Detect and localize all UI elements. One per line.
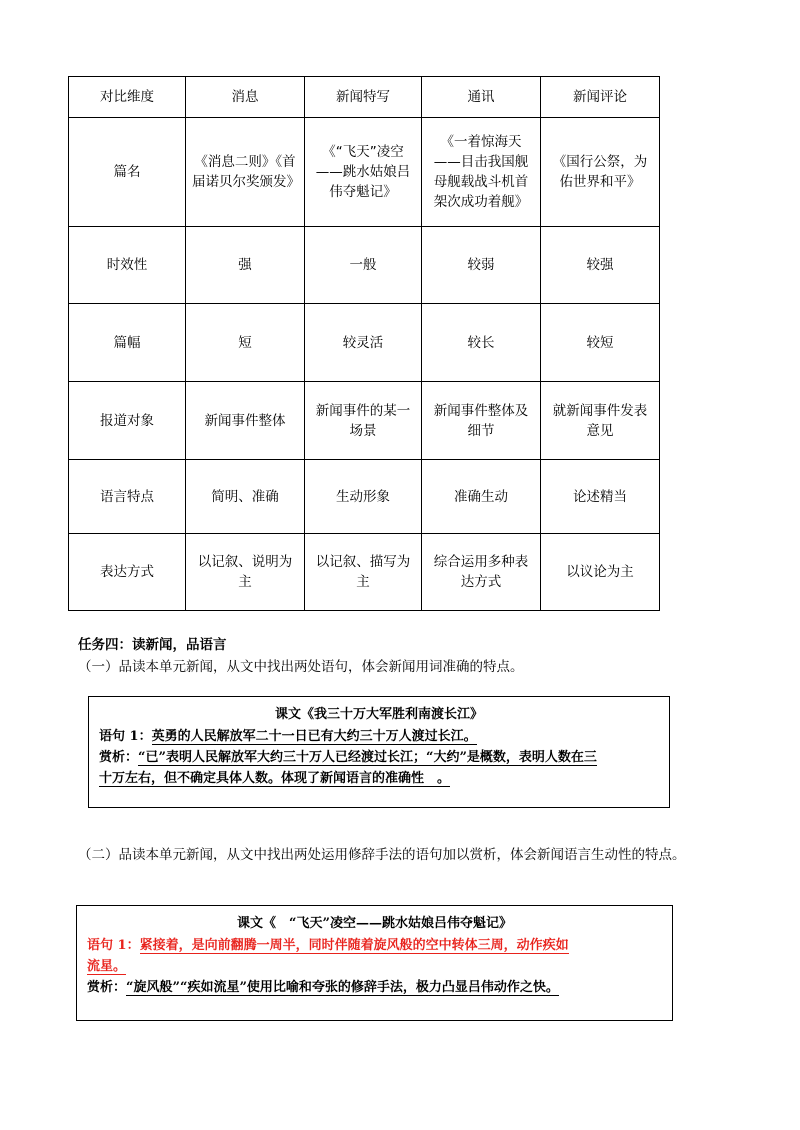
row-label: 篇名: [69, 118, 186, 227]
table-cell: 准确生动: [422, 460, 541, 534]
task-part-2-instruction: （二）品读本单元新闻，从文中找出两处运用修辞手法的语句加以赏析，体会新闻语言生动性的特点。: [78, 847, 686, 863]
sentence-text: 紧接着，是向前翻腾一周半，同时伴随着旋风般的空中转体三周，动作疾如: [139, 938, 569, 953]
table-header-row: [69, 77, 660, 118]
analysis-line-continued: [99, 768, 659, 789]
analysis-text: 十万左右，但不确定具体人数。体现了新闻语言的准确性 。: [99, 771, 451, 786]
header-cell: 通讯: [422, 77, 541, 118]
analysis-label: 赏析：: [99, 750, 139, 765]
table-cell: 以记叙、说明为主: [186, 534, 305, 611]
table-cell: 较强: [541, 227, 660, 304]
row-label: 篇幅: [69, 304, 186, 382]
row-label: 时效性: [69, 227, 186, 304]
table-row: [69, 382, 660, 460]
table-cell: 简明、准确: [186, 460, 305, 534]
table-cell: 新闻事件整体及细节: [422, 382, 541, 460]
table-cell: 综合运用多种表达方式: [422, 534, 541, 611]
table-cell: 较弱: [422, 227, 541, 304]
table-cell: 生动形象: [305, 460, 422, 534]
table-cell: 较灵活: [305, 304, 422, 382]
table-row: [69, 460, 660, 534]
analysis-text: “已”表明人民解放军大约三十万人已经渡过长江；“大约”是概数，表明人数在三: [138, 750, 597, 765]
table-cell: 《一着惊海天——目击我国舰母舰载战斗机首架次成功着舰》: [422, 118, 541, 227]
sentence-line: [87, 935, 662, 956]
analysis-line: [87, 977, 662, 998]
row-label: 报道对象: [69, 382, 186, 460]
sentence-text: 流星。: [87, 959, 127, 974]
table-cell: 《消息二则》《首届诺贝尔奖颁发》: [186, 118, 305, 227]
table-cell: 以记叙、描写为主: [305, 534, 422, 611]
analysis-text: “旋风般”“疾如流星”使用比喻和夸张的修辞手法，极力凸显吕伟动作之快。: [126, 980, 559, 995]
task-title: 任务四：读新闻，品语言: [78, 637, 227, 653]
table-cell: 《国行公祭，为佑世界和平》: [541, 118, 660, 227]
sentence-line-continued: [87, 956, 662, 977]
comparison-table: [68, 76, 660, 611]
table-cell: 就新闻事件发表意见: [541, 382, 660, 460]
table-row: [69, 304, 660, 382]
header-cell: 消息: [186, 77, 305, 118]
table-cell: 一般: [305, 227, 422, 304]
table-cell: 论述精当: [541, 460, 660, 534]
task-part-1-instruction: （一）品读本单元新闻，从文中找出两处语句，体会新闻用词准确的特点。: [78, 659, 524, 675]
row-label: 表达方式: [69, 534, 186, 611]
answer-box-2: [76, 905, 673, 1021]
sentence-text: 英勇的人民解放军二十一日已有大约三十万人渡过长江。: [151, 729, 477, 744]
analysis-label: 赏析：: [87, 980, 127, 995]
header-cell: 新闻特写: [305, 77, 422, 118]
header-cell: 新闻评论: [541, 77, 660, 118]
table-cell: 新闻事件的某一场景: [305, 382, 422, 460]
answer-box-title: 课文《我三十万大军胜利南渡长江》: [274, 707, 483, 722]
table-cell: 较长: [422, 304, 541, 382]
table-row: [69, 118, 660, 227]
sentence-label: 语句 1：: [99, 729, 152, 744]
analysis-line: [99, 747, 659, 768]
table-cell: 以议论为主: [541, 534, 660, 611]
header-cell: 对比维度: [69, 77, 186, 118]
table-cell: 新闻事件整体: [186, 382, 305, 460]
sentence-label: 语句 1：: [87, 938, 140, 953]
table-row: [69, 534, 660, 611]
answer-box-1: [88, 696, 670, 808]
answer-box-title: 课文《 “飞天”凌空——跳水姑娘吕伟夺魁记》: [237, 916, 512, 931]
row-label: 语言特点: [69, 460, 186, 534]
sentence-line: [99, 726, 659, 747]
table-cell: 《“飞天”凌空——跳水姑娘吕伟夺魁记》: [305, 118, 422, 227]
table-cell: 短: [186, 304, 305, 382]
table-cell: 强: [186, 227, 305, 304]
table-row: [69, 227, 660, 304]
table-cell: 较短: [541, 304, 660, 382]
